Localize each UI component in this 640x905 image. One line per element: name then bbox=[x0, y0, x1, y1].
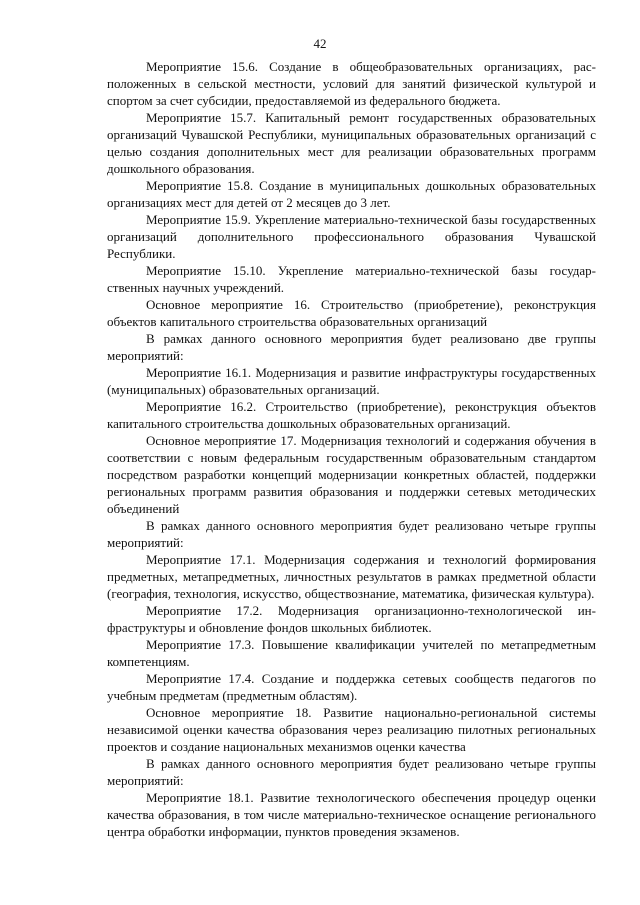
document-body bbox=[107, 58, 596, 840]
paragraph-main-measure-18: Основное мероприятие 18. Развитие национально-региональной системы независимой оценки качества образования через реализацию пилотных региональных проектов и создание национальных механизмов оценки качества bbox=[107, 705, 596, 754]
paragraph-measure-15-10: Мероприятие 15.10. Укрепление материально-технической базы государственных научных учреждений. bbox=[107, 263, 596, 295]
paragraph-measure-15-7: Мероприятие 15.7. Капитальный ремонт государственных образовательных организаций Чувашской Республики, муниципальных образовательных организаций с целью создания дополнительных мест для реализации образовательных программ дошкольного образования. bbox=[107, 110, 596, 176]
paragraph-measure-18-intro: В рамках данного основного мероприятия будет реализовано четыре группы мероприятий: bbox=[107, 756, 596, 788]
paragraph-main-measure-16: Основное мероприятие 16. Строительство (приобретение), реконструкция объектов капитального строительства образовательных организаций bbox=[107, 297, 596, 329]
paragraph-main-measure-17: Основное мероприятие 17. Модернизация технологий и содержания обучения в соответствии с новым федеральным государственным образовательным стандартом посредством разработки концепций модернизации конкретных областей, поддержки региональных программ развития образования и поддержки сетевых методических объединений bbox=[107, 433, 596, 516]
paragraph-measure-16-intro: В рамках данного основного мероприятия будет реализовано две группы мероприятий: bbox=[107, 331, 596, 363]
paragraph-measure-17-2: Мероприятие 17.2. Модернизация организационно-технологической инфраструктуры и обновление фондов школьных библиотек. bbox=[107, 603, 596, 635]
paragraph-measure-17-1: Мероприятие 17.1. Модернизация содержания и технологий формирования предметных, метапредметных, личностных результатов в рамках предметной области (география, технология, искусство, обществознание, математика, физическая культура). bbox=[107, 552, 596, 601]
paragraph-measure-15-9: Мероприятие 15.9. Укрепление материально-технической базы государственных организаций дополнительного профессионального образования Чувашской Республики. bbox=[107, 212, 596, 261]
page-number: 42 bbox=[313, 36, 327, 51]
paragraph-measure-16-1: Мероприятие 16.1. Модернизация и развитие инфраструктуры государственных (муниципальных) образовательных организаций. bbox=[107, 365, 596, 397]
paragraph-measure-17-4: Мероприятие 17.4. Создание и поддержка сетевых сообществ педагогов по учебным предметам (предметным областям). bbox=[107, 671, 596, 703]
paragraph-measure-18-1: Мероприятие 18.1. Развитие технологического обеспечения процедур оценки качества образования, в том числе материально-техническое оснащение регионального центра обработки информации, пунктов проведения экзаменов. bbox=[107, 790, 596, 839]
paragraph-measure-15-8: Мероприятие 15.8. Создание в муниципальных дошкольных образовательных организациях мест для детей от 2 месяцев до 3 лет. bbox=[107, 178, 596, 210]
paragraph-measure-17-3: Мероприятие 17.3. Повышение квалификации учителей по метапредметным компетенциям. bbox=[107, 637, 596, 669]
paragraph-measure-16-2: Мероприятие 16.2. Строительство (приобретение), реконструкция объектов капитального строительства дошкольных образовательных организаций. bbox=[107, 399, 596, 431]
paragraph-measure-17-intro: В рамках данного основного мероприятия будет реализовано четыре группы мероприятий: bbox=[107, 518, 596, 550]
paragraph-measure-15-6: Мероприятие 15.6. Создание в общеобразовательных организациях, расположенных в сельской местности, условий для занятий физической культурой и спортом за счет субсидии, предоставляемой из федерального бюджета. bbox=[107, 59, 596, 108]
